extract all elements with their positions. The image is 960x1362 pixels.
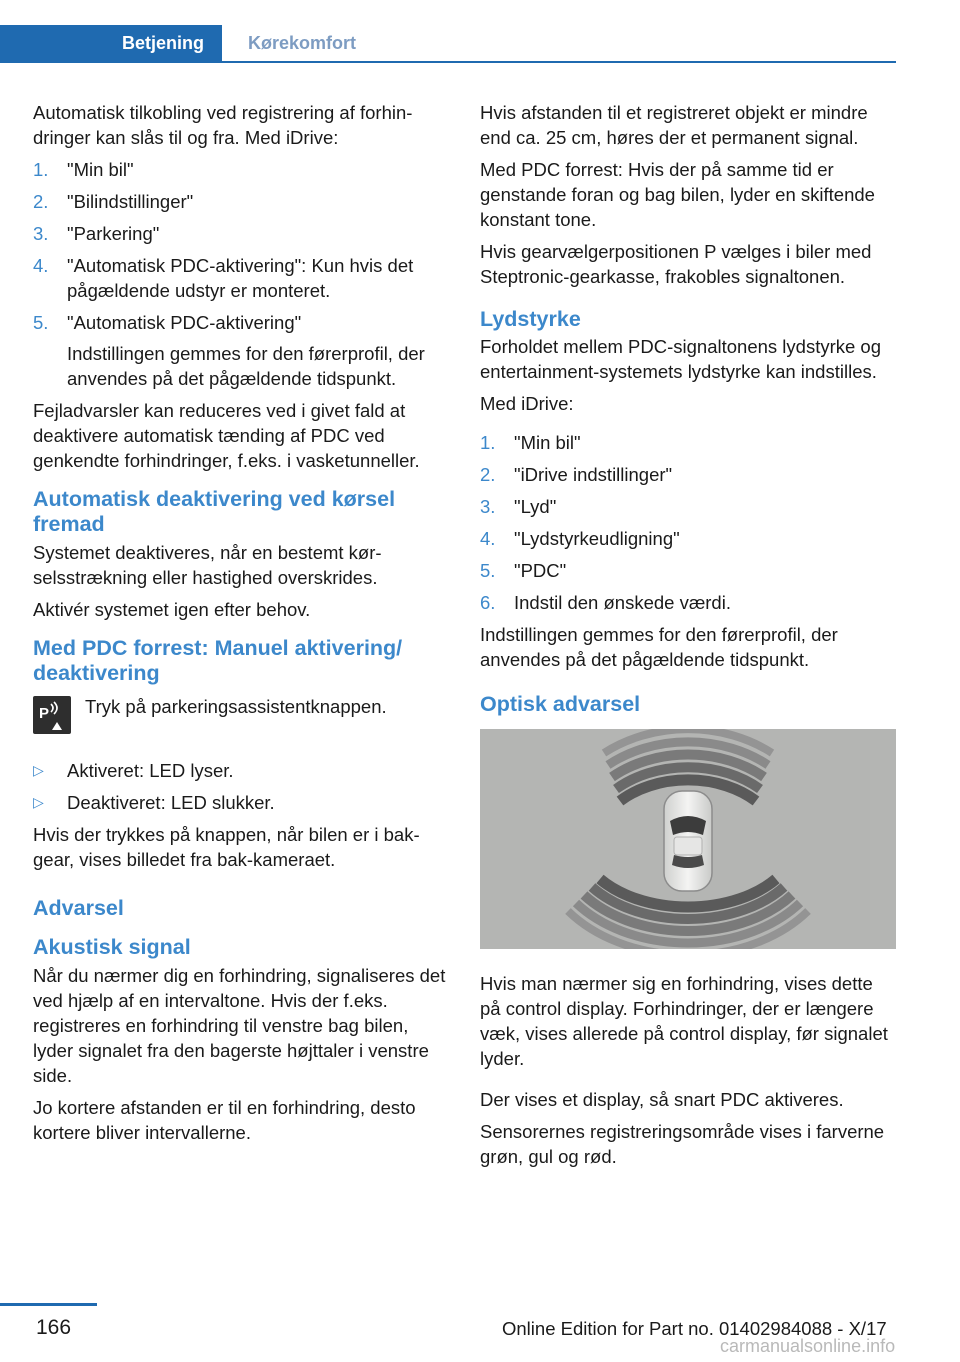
intro-text: Automatisk tilkobling ved registrering af forhindringer kan slås til og fra. Med iDrive: bbox=[33, 102, 413, 148]
paragraph: Aktivér systemet igen efter behov. bbox=[33, 599, 311, 620]
step-text: "Bilindstillinger" bbox=[67, 191, 194, 212]
step-text: "Automatisk PDC-aktivering": Kun hvis det pågældende udstyr er monteret. bbox=[67, 255, 414, 301]
bullet-text: Aktiveret: LED lyser. bbox=[67, 760, 234, 781]
tab-korekomfort[interactable]: Kørekomfort bbox=[247, 33, 356, 53]
step-text: "iDrive indstillinger" bbox=[514, 464, 673, 485]
paragraph: Med PDC forrest: Hvis der på samme tid er genstande foran og bag bilen, lyder en skiftende konstant tone. bbox=[480, 159, 875, 230]
paragraph: Indstillingen gemmes for den førerprofil, der anvendes på det pågældende tidspunkt. bbox=[480, 624, 838, 670]
list-item bbox=[33, 310, 451, 391]
step-text: "Lyd" bbox=[514, 496, 557, 517]
heading-optical-warning: Optisk advarsel bbox=[480, 692, 641, 716]
idrive-steps-list bbox=[33, 157, 451, 391]
paragraph: Jo kortere afstanden er til en forhindring, desto kortere bliver intervallerne. bbox=[33, 1097, 416, 1143]
list-item bbox=[33, 253, 451, 303]
step-text: "Parkering" bbox=[67, 223, 160, 244]
paragraph: Fejladvarsler kan reduceres ved i givet fald at deaktivere automatisk tænding af PDC ved genkendte forhindringer, f.eks. i vasketunneller. bbox=[33, 400, 420, 471]
tab-betjening[interactable] bbox=[0, 25, 222, 61]
paragraph: Hvis der trykkes på knappen, når bilen er i bakgear, vises billedet fra bak-kameraet. bbox=[33, 824, 420, 870]
page-number-bar bbox=[0, 1303, 97, 1306]
watermark: carmanualsonline.info bbox=[720, 1336, 896, 1356]
triangle-bullet-icon: ▷ bbox=[33, 794, 44, 810]
step-subtext: Indstillingen gemmes for den førerprofil, der anvendes på det pågældende tidspunkt. bbox=[67, 343, 425, 389]
icon-instruction-text: Tryk på parkeringsassistentknappen. bbox=[85, 696, 387, 717]
paragraph: Sensorernes registreringsområde vises i farverne grøn, gul og rød. bbox=[480, 1121, 885, 1167]
step-text: "Min bil" bbox=[514, 432, 581, 453]
triangle-bullet-icon: ▷ bbox=[33, 762, 44, 778]
heading-acoustic-signal: Akustisk signal bbox=[33, 935, 191, 959]
step-number: 1. bbox=[480, 432, 496, 453]
list-item bbox=[480, 558, 896, 583]
step-number: 1. bbox=[33, 159, 49, 180]
list-item bbox=[33, 758, 451, 783]
list-item bbox=[480, 494, 896, 519]
step-text: Indstil den ønskede værdi. bbox=[514, 592, 731, 613]
list-item bbox=[33, 790, 451, 815]
step-number: 2. bbox=[33, 191, 49, 212]
step-text: "Automatisk PDC-aktivering" bbox=[67, 312, 302, 333]
list-item bbox=[480, 462, 896, 487]
heading-manual-activation: Med PDC forrest: Manuel aktivering/ deaktivering bbox=[33, 636, 403, 685]
led-status-list bbox=[33, 758, 451, 815]
list-item bbox=[33, 221, 451, 246]
park-assist-button-icon bbox=[33, 696, 71, 734]
page-number: 166 bbox=[36, 1316, 72, 1339]
pdc-display-illustration bbox=[480, 729, 896, 949]
edition-footer: Online Edition for Part no. 01402984088 - X/17 bbox=[502, 1318, 887, 1339]
paragraph: Når du nærmer dig en forhindring, signaliseres det ved hjælp af en intervaltone. Hvis der f.eks. registreres en forhindring til venstre bag bilen, lyder signalet fra den bagerste højttaler i venstre side. bbox=[33, 965, 446, 1086]
volume-steps-list bbox=[480, 430, 896, 615]
paragraph: Hvis gearvælgerpositionen P vælges i biler med Steptronic-gearkasse, frakobles signaltonen. bbox=[480, 241, 872, 287]
tab-betjening-label: Betjening bbox=[121, 33, 204, 53]
paragraph: Med iDrive: bbox=[480, 393, 574, 414]
right-column bbox=[480, 100, 896, 1176]
paragraph: Hvis afstanden til et registreret objekt er mindre end ca. 25 cm, høres der et permanent signal. bbox=[480, 102, 868, 148]
step-number: 4. bbox=[33, 255, 49, 276]
list-item bbox=[480, 430, 896, 455]
list-item bbox=[480, 526, 896, 551]
paragraph: Hvis man nærmer sig en forhindring, vises dette på control display. Forhindringer, der er længere væk, vises allerede på control display, før signalet lyder. bbox=[480, 973, 888, 1069]
list-item bbox=[33, 189, 451, 214]
chapter-tabs bbox=[0, 25, 896, 63]
step-number: 5. bbox=[480, 560, 496, 581]
step-number: 5. bbox=[33, 312, 49, 333]
step-text: "Min bil" bbox=[67, 159, 134, 180]
heading-auto-deactivation: Automatisk deaktivering ved kørsel fremad bbox=[33, 487, 396, 536]
icon-instruction bbox=[33, 694, 451, 738]
step-number: 3. bbox=[480, 496, 496, 517]
paragraph: Systemet deaktiveres, når en bestemt kørselsstrækning eller hastighed overskrides. bbox=[33, 542, 382, 588]
paragraph: Der vises et display, så snart PDC aktiveres. bbox=[480, 1089, 844, 1110]
list-item bbox=[480, 590, 896, 615]
left-column bbox=[33, 100, 451, 1152]
paragraph: Forholdet mellem PDC-signaltonens lydstyrke og entertainment-systemets lydstyrke kan indstilles. bbox=[480, 336, 882, 382]
step-number: 3. bbox=[33, 223, 49, 244]
bullet-text: Deaktiveret: LED slukker. bbox=[67, 792, 275, 813]
heading-warning: Advarsel bbox=[33, 896, 124, 920]
step-number: 6. bbox=[480, 592, 496, 613]
heading-volume: Lydstyrke bbox=[480, 307, 581, 331]
list-item bbox=[33, 157, 451, 182]
step-text: "PDC" bbox=[514, 560, 567, 581]
step-number: 4. bbox=[480, 528, 496, 549]
step-number: 2. bbox=[480, 464, 496, 485]
svg-text:P: P bbox=[39, 705, 50, 722]
step-text: "Lydstyrkeudligning" bbox=[514, 528, 680, 549]
